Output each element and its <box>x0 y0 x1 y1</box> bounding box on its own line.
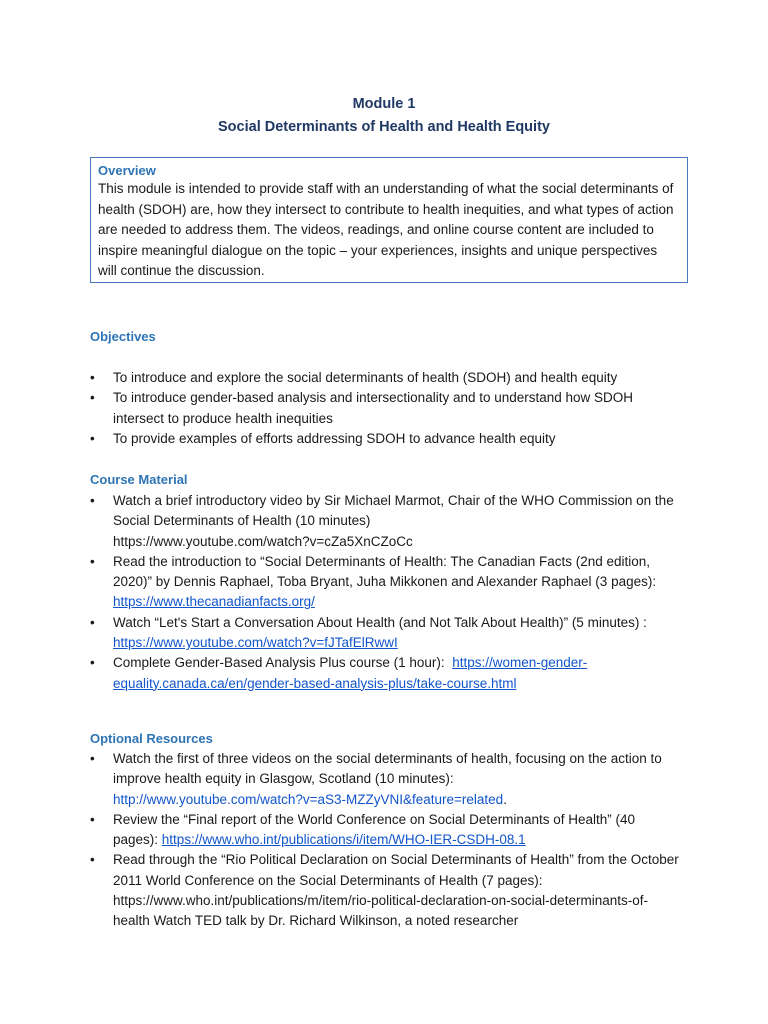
course-item <box>90 552 680 613</box>
resource-item-text: Read through the “Rio Political Declaration on Social Determinants of Health” from the October 2011 World Conference on the Social Determinants of Health (7 pages): <box>113 852 679 888</box>
resource-item-suffix: . <box>503 791 507 807</box>
resource-item-link[interactable]: http://www.youtube.com/watch?v=aS3-MZZyVNI&feature=related <box>113 791 504 807</box>
resource-item-text: Review the “Final report of the World Conference on Social Determinants of Health” (40 pages): <box>113 811 635 848</box>
resource-item-text: Watch the first of three videos on the social determinants of health, focusing on the action to improve health equity in Glasgow, Scotland (10 minutes): <box>113 751 662 787</box>
resource-item-link[interactable]: https://www.who.int/publications/i/item/WHO-IER-CSDH-08.1 <box>161 832 526 848</box>
resource-item <box>90 749 680 810</box>
objective-item: • To provide examples of efforts addressing SDOH to advance health equity <box>90 429 680 449</box>
page-title: Social Determinants of Health and Health Equity <box>218 119 550 135</box>
objective-item: • To introduce gender-based analysis and intersectionality and to understand how SDOH intersect to produce health inequities <box>90 388 680 429</box>
course-item-link[interactable]: https://women-gender-equality.canada.ca/en/gender-based-analysis-plus/take-course.html <box>113 655 588 691</box>
optional-resources-list <box>90 749 680 932</box>
course-item <box>90 653 680 694</box>
course-item-text: Complete Gender-Based Analysis Plus course (1 hour): <box>113 655 445 671</box>
course-item-text: Watch “Let's Start a Conversation About Health (and Not Talk About Health)” (5 minutes) : <box>113 614 647 630</box>
objectives-heading: Objectives <box>90 329 156 344</box>
course-item <box>90 491 680 552</box>
overview-text: This module is intended to provide staff with an understanding of what the social determinants of health (SDOH) are, how they intersect to contribute to health inequities, and what types of action are needed to address them. The videos, readings, and online course content are included to inspire meaningful dialogue on the topic – your experiences, insights and unique perspectives will continue the discussion. <box>98 181 674 278</box>
course-item-link[interactable]: https://www.youtube.com/watch?v=fJTafElRwwI <box>113 635 398 651</box>
module-number: Module 1 <box>352 96 416 112</box>
overview-box <box>90 157 688 283</box>
objectives-list <box>90 368 680 449</box>
resource-item-url: https://www.who.int/publications/m/item/rio-political-declaration-on-social-determinants-of-health <box>113 893 648 929</box>
course-item <box>90 613 680 654</box>
resource-item-trailing: Watch TED talk by Dr. Richard Wilkinson, a noted researcher <box>153 913 519 929</box>
course-material-list <box>90 491 680 694</box>
course-item-text: Watch a brief introductory video by Sir Michael Marmot, Chair of the WHO Commission on the Social Determinants of Health (10 minutes) <box>113 493 674 529</box>
course-item-url: https://www.youtube.com/watch?v=cZa5XnCZoCc <box>113 533 413 549</box>
optional-resources-heading: Optional Resources <box>90 731 213 746</box>
objective-item: • To introduce and explore the social determinants of health (SDOH) and health equity <box>90 368 680 388</box>
resource-item <box>90 850 680 931</box>
course-item-text: Read the introduction to “Social Determinants of Health: The Canadian Facts (2nd edition, 2020)” by Dennis Raphael, Toba Bryant, Juha Mikkonen and Alexander Raphael (3 pages): <box>113 553 657 590</box>
overview-heading: Overview <box>98 163 156 178</box>
course-item-link[interactable]: https://www.thecanadianfacts.org/ <box>113 594 315 610</box>
course-material-heading: Course Material <box>90 472 188 487</box>
resource-item <box>90 810 680 851</box>
